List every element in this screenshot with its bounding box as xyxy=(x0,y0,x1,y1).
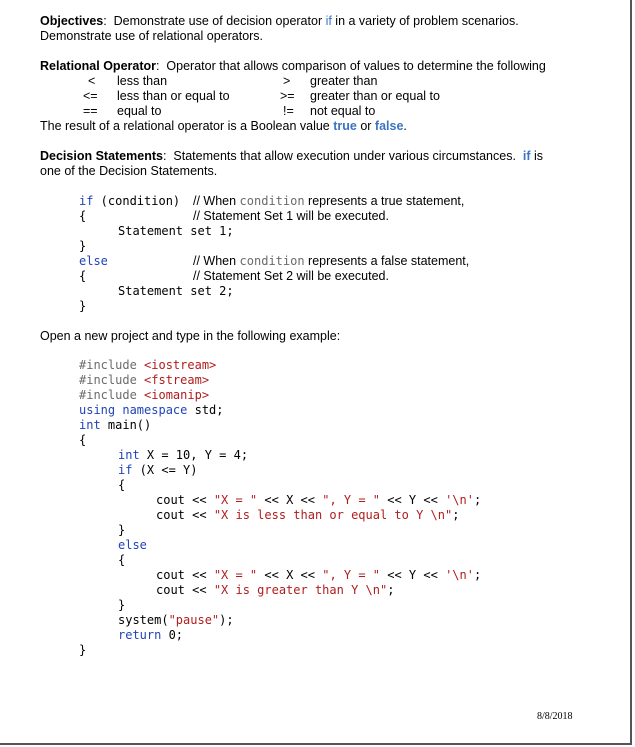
variable: Y xyxy=(408,568,417,582)
cout: cout xyxy=(156,568,185,582)
string-literal: "X is greater than Y \n" xyxy=(213,583,388,597)
comment-text: represents a true statement, xyxy=(304,194,465,208)
decision-text: : Statements that allow execution under various circumstances. xyxy=(162,149,523,163)
decision-text-end: is xyxy=(530,149,544,163)
objectives-line-2: Demonstrate use of relational operators. xyxy=(40,29,264,43)
syntax-if-line xyxy=(79,194,180,209)
period: . xyxy=(403,119,407,133)
if-line xyxy=(118,463,197,478)
semicolon: ; xyxy=(473,493,482,507)
relational-heading xyxy=(40,59,546,74)
if-condition: (condition) xyxy=(93,194,181,208)
op-symbol: == xyxy=(83,104,98,118)
system-call-end: ); xyxy=(219,613,234,627)
stream-op: << xyxy=(380,493,409,507)
false-keyword: false xyxy=(374,119,404,133)
cout-line-2 xyxy=(156,508,459,523)
decision-label: Decision Statements xyxy=(40,149,163,163)
or-text: or xyxy=(356,119,375,133)
instruction-text: Open a new project and type in the following example: xyxy=(40,329,341,343)
string-literal: "pause" xyxy=(168,613,220,627)
syntax-open-brace-1: { xyxy=(79,209,87,223)
system-call: system( xyxy=(118,613,169,627)
header-name: <iostream> xyxy=(144,358,217,372)
syntax-open-brace-2: { xyxy=(79,269,87,283)
std-namespace: std; xyxy=(187,403,224,417)
condition-word: condition xyxy=(239,254,305,268)
string-literal: ", Y = " xyxy=(322,493,381,507)
if-condition: (X <= Y) xyxy=(132,463,198,477)
return-keyword: return xyxy=(118,628,162,642)
stream-op: << xyxy=(416,493,446,507)
comment-text: // When xyxy=(193,194,240,208)
declaration: X = 10, Y = 4; xyxy=(139,448,249,462)
string-literal: "X is less than or equal to Y \n" xyxy=(213,508,453,522)
op-symbol: != xyxy=(283,104,294,118)
header-name: <iomanip> xyxy=(144,388,210,402)
if-keyword: if xyxy=(79,194,94,208)
main-line xyxy=(79,418,151,433)
string-literal: "X = " xyxy=(213,493,258,507)
semicolon: ; xyxy=(452,508,460,522)
stream-op: << xyxy=(184,568,214,582)
op-meaning: not equal to xyxy=(310,104,376,118)
if-keyword: if xyxy=(522,149,531,163)
relational-result xyxy=(40,119,407,134)
op-symbol: >= xyxy=(280,89,295,103)
cout: cout xyxy=(156,493,185,507)
objectives-text-end: in a variety of problem scenarios. xyxy=(331,14,519,28)
stream-op: << xyxy=(184,508,214,522)
stream-op: << xyxy=(293,568,323,582)
using-keyword: using namespace xyxy=(79,403,188,417)
relational-label: Relational Operator xyxy=(40,59,156,73)
decision-line-1 xyxy=(40,149,543,164)
result-text: The result of a relational operator is a Boolean value xyxy=(40,119,334,133)
op-meaning: less than or equal to xyxy=(117,89,230,103)
if-keyword: if xyxy=(118,463,133,477)
else-close-brace: } xyxy=(118,598,126,612)
stream-op: << xyxy=(416,568,446,582)
comment-text: // When xyxy=(193,254,240,268)
syntax-statement-1: Statement set 1; xyxy=(118,224,234,238)
system-line xyxy=(118,613,234,628)
using-line xyxy=(79,403,224,418)
syntax-statement-2: Statement set 2; xyxy=(118,284,234,298)
syntax-close-brace-2: } xyxy=(79,299,87,313)
return-line xyxy=(118,628,183,643)
char-literal: '\n' xyxy=(445,568,474,582)
else-open-brace: { xyxy=(118,553,126,567)
include-line xyxy=(79,388,209,403)
int-keyword: int xyxy=(118,448,140,462)
string-literal: ", Y = " xyxy=(322,568,381,582)
syntax-else: else xyxy=(79,254,108,268)
variable: Y xyxy=(408,493,417,507)
else-keyword: else xyxy=(118,538,147,552)
stream-op: << xyxy=(257,568,287,582)
header-name: <fstream> xyxy=(144,373,210,387)
int-keyword: int xyxy=(79,418,101,432)
syntax-comment-4: // Statement Set 2 will be executed. xyxy=(193,269,389,283)
return-value: 0; xyxy=(161,628,184,642)
decision-line-2: one of the Decision Statements. xyxy=(40,164,218,178)
cout: cout xyxy=(156,508,185,522)
op-meaning: greater than xyxy=(310,74,378,88)
stream-op: << xyxy=(257,493,287,507)
declaration-line xyxy=(118,448,248,463)
main-signature: main() xyxy=(100,418,152,432)
op-symbol: < xyxy=(88,74,96,88)
relational-intro: : Operator that allows comparison of values to determine the following xyxy=(156,59,546,73)
stream-op: << xyxy=(293,493,323,507)
string-literal: "X = " xyxy=(213,568,258,582)
objectives-text: : Demonstrate use of decision operator xyxy=(103,14,326,28)
if-close-brace: } xyxy=(118,523,126,537)
include-line xyxy=(79,358,216,373)
if-keyword: if xyxy=(325,14,332,28)
main-close-brace: } xyxy=(79,643,87,657)
stream-op: << xyxy=(380,568,409,582)
objectives-line-1 xyxy=(40,14,519,29)
variable: X xyxy=(286,493,294,507)
semicolon: ; xyxy=(387,583,395,597)
true-keyword: true xyxy=(333,119,357,133)
comment-text: represents a false statement, xyxy=(304,254,470,268)
include-directive: #include xyxy=(79,358,137,372)
variable: X xyxy=(286,568,294,582)
include-line xyxy=(79,373,209,388)
op-symbol: > xyxy=(283,74,291,88)
cout-line-3 xyxy=(156,568,481,583)
syntax-comment-2: // Statement Set 1 will be executed. xyxy=(193,209,389,223)
footer-date: 8/8/2018 xyxy=(537,711,573,722)
syntax-comment-3 xyxy=(193,254,469,268)
syntax-close-brace-1: } xyxy=(79,239,87,253)
op-meaning: equal to xyxy=(117,104,162,118)
include-directive: #include xyxy=(79,388,137,402)
syntax-comment-1 xyxy=(193,194,464,208)
cout: cout xyxy=(156,583,185,597)
op-symbol: <= xyxy=(83,89,98,103)
stream-op: << xyxy=(184,493,214,507)
condition-word: condition xyxy=(239,194,305,208)
objectives-label: Objectives xyxy=(40,14,104,28)
stream-op: << xyxy=(184,583,214,597)
cout-line-4 xyxy=(156,583,394,598)
if-open-brace: { xyxy=(118,478,126,492)
main-open-brace: { xyxy=(79,433,87,447)
cout-line-1 xyxy=(156,493,481,508)
semicolon: ; xyxy=(473,568,482,582)
op-meaning: less than xyxy=(117,74,168,88)
char-literal: '\n' xyxy=(445,493,474,507)
include-directive: #include xyxy=(79,373,137,387)
op-meaning: greater than or equal to xyxy=(310,89,440,103)
